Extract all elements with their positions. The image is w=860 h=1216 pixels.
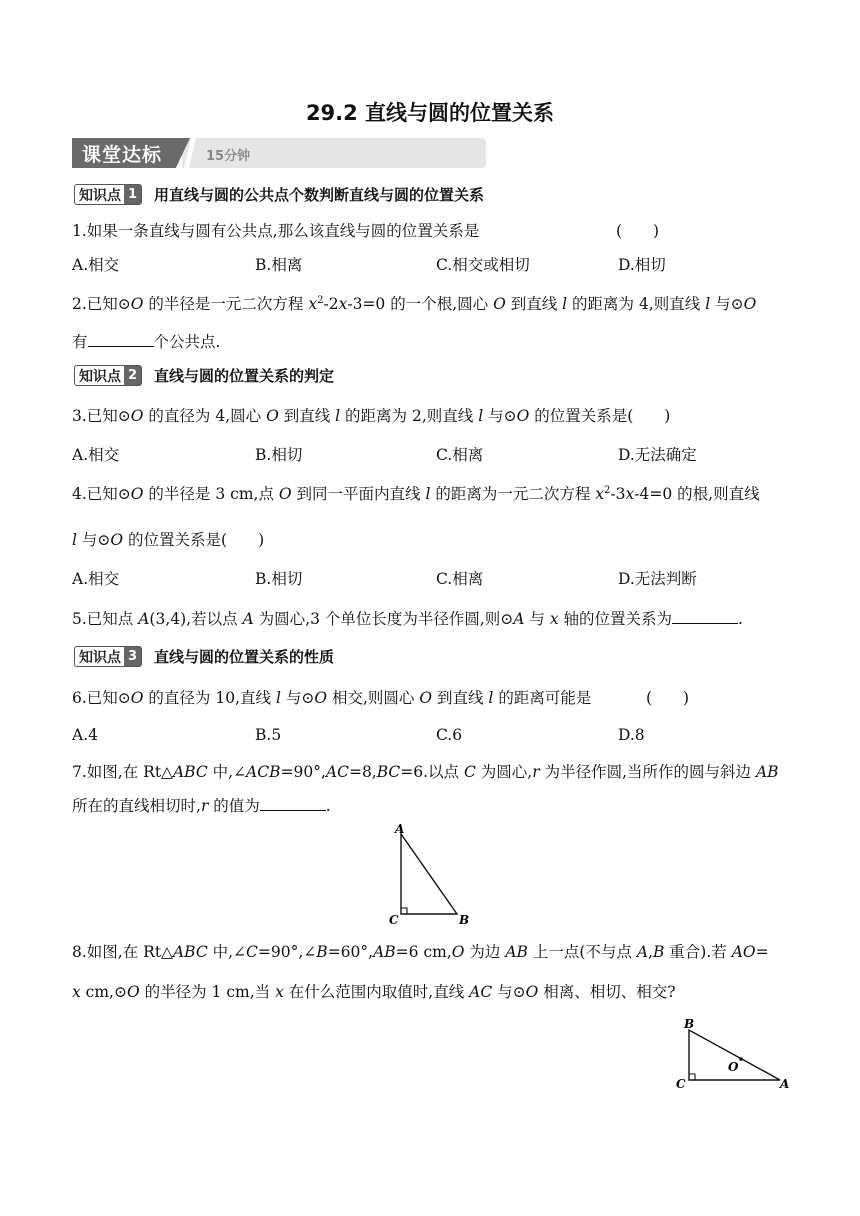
question-text-fragment: l [562,295,568,313]
question-text-fragment: AC [325,763,349,781]
question-4-line-1 [72,482,760,504]
question-text-fragment: O [130,485,144,503]
question-text-fragment: r [532,763,540,781]
question-text-fragment: AB [755,763,779,781]
question-text-fragment: 的距离为 2,则直线 [340,407,479,425]
question-text-fragment: 6.已知⊙ [72,689,131,707]
question-text-fragment: 中,∠ [207,763,247,781]
question-text-fragment: =90°, [280,763,326,781]
question-text-fragment: 所在的直线相切时, [72,797,201,815]
question-text-fragment: x [275,983,284,1001]
question-text-fragment: 3.已知⊙ [72,407,131,425]
question-text-fragment: O [130,689,144,707]
question-text-fragment: -4=0 的根,则直线 [634,485,760,503]
knowledge-point-title: 直线与圆的位置关系的性质 [154,648,335,666]
question-text-fragment: AO [731,943,756,961]
vertex-label-b: B [459,913,470,927]
question-text-fragment: O [525,983,539,1001]
question-text-fragment: l [335,407,341,425]
question-text-fragment: A [513,610,525,628]
q3-options [72,443,792,465]
question-text-fragment: 为圆心, [475,763,533,781]
badge-number: 1 [124,185,141,204]
badge-number: 2 [124,366,141,385]
question-text-fragment: O [743,295,757,313]
q3-option-c[interactable]: C.相离 [436,446,484,464]
right-angle-mark [401,908,407,914]
question-text-fragment: 有 [72,333,88,351]
question-text-fragment: O [451,943,465,961]
question-text-fragment: 与⊙ [492,983,526,1001]
question-text-fragment: cm,⊙ [80,983,127,1001]
banner-time: 15分钟 [206,149,251,164]
question-7-line-2 [72,794,331,816]
vertex-label-c: C [676,1077,686,1091]
question-text-fragment: 个公共点. [153,333,221,351]
question-text-fragment: 8.如图,在 Rt△ [72,943,173,961]
vertex-label-a: A [395,822,405,836]
question-text-fragment: 轴的位置关系为 [558,610,673,628]
q5-answer-blank[interactable] [672,609,738,624]
question-8-line-1 [72,940,769,962]
question-text-fragment: -2 [323,295,339,313]
question-text-fragment: O [126,983,140,1001]
badge-label: 知识点 [79,187,121,204]
vertex-label-a: A [780,1077,790,1091]
question-text-fragment: AC [469,983,493,1001]
question-text-fragment: 与⊙ [76,531,111,549]
question-text-fragment: 的位置关系是( ) [123,531,265,549]
q6-option-a[interactable]: A.4 [72,726,98,744]
question-text-fragment: x [595,485,605,503]
question-text-fragment: AB [373,943,396,961]
question-text-fragment: ACB [246,763,281,781]
knowledge-point-title: 用直线与圆的公共点个数判断直线与圆的位置关系 [154,186,485,204]
question-text-fragment: 的半径为 1 cm,当 [139,983,276,1001]
question-text-fragment: 为边 [464,943,506,961]
question-text-fragment: A [138,610,150,628]
q1-answer-bracket: ( ) [616,222,660,240]
question-text-fragment: =90°,∠ [257,943,317,961]
question-8-line-2 [72,980,676,1002]
question-text-fragment: ABC [172,943,208,961]
question-6-stem [72,686,591,708]
question-text-fragment: 与⊙ [710,295,744,313]
q1-options [72,253,792,275]
question-text-fragment: 到直线 [278,407,336,425]
q7-answer-blank[interactable] [260,796,326,811]
question-text-fragment: O [419,689,433,707]
question-text-fragment: l [488,689,494,707]
question-text-fragment: C [463,763,476,781]
question-4-line-2 [72,528,264,550]
q6-answer-bracket: ( ) [646,689,690,707]
question-text-fragment: (3,4),若以点 [149,610,243,628]
knowledge-point-1 [74,184,484,205]
question-text-fragment: r [200,797,209,815]
question-text-fragment: B [316,943,328,961]
q7-triangle-figure [385,820,475,930]
question-text-fragment: 的距离为一元二次方程 [430,485,596,503]
question-text-fragment: C [246,943,258,961]
question-text-fragment: A [636,943,649,961]
question-text-fragment: l [478,407,484,425]
question-text-fragment: x [625,485,635,503]
q6-option-c[interactable]: C.6 [436,726,463,744]
question-text-fragment: O [516,407,530,425]
question-text-fragment: 到直线 [432,689,489,707]
question-3-stem [72,404,670,426]
point-o [739,1057,743,1061]
question-text-fragment: O [130,295,144,313]
question-text-fragment: 重合).若 [664,943,732,961]
q1-text: 1.如果一条直线与圆有公共点,那么该直线与圆的位置关系是 [72,222,480,240]
question-text-fragment: , [648,943,653,961]
question-text-fragment: l [275,689,281,707]
question-text-fragment: x [549,610,559,628]
question-7-line-1 [72,760,779,782]
question-text-fragment: 中,∠ [207,943,247,961]
q1-option-b[interactable]: B.相离 [255,256,303,274]
badge-label: 知识点 [79,649,121,666]
question-text-fragment: AB [505,943,528,961]
question-text-fragment: 到同一平面内直线 [291,485,426,503]
question-text-fragment: 上一点(不与点 [527,943,637,961]
question-text-fragment: . [325,797,331,815]
question-text-fragment: A [242,610,254,628]
point-label-o: O [728,1060,739,1074]
question-text-fragment: 相离、相切、相交? [538,983,676,1001]
question-text-fragment: BC [376,763,401,781]
question-text-fragment: l [425,485,431,503]
question-text-fragment: l [72,531,77,549]
banner-label: 课堂达标 [82,144,163,166]
knowledge-point-badge [74,646,142,667]
question-text-fragment: x [72,983,81,1001]
q8-triangle-figure [672,1014,802,1094]
knowledge-point-3 [74,646,334,667]
q3-option-a[interactable]: A.相交 [72,446,120,464]
question-text-fragment: -3=0 的一个根,圆心 [347,295,494,313]
question-text-fragment: 2 [317,294,324,306]
knowledge-point-badge [74,184,142,205]
knowledge-point-title: 直线与圆的位置关系的判定 [154,367,335,385]
question-text-fragment: -3 [610,485,626,503]
question-text-fragment: x [308,295,318,313]
section-banner [72,138,486,168]
right-angle-mark [689,1074,695,1080]
question-text-fragment: . [738,610,743,628]
question-text-fragment: 与⊙ [280,689,315,707]
knowledge-point-badge [74,365,142,386]
question-text-fragment: 的值为 [208,797,260,815]
question-text-fragment: 的半径是 3 cm,点 [143,485,279,503]
q4-option-a[interactable]: A.相交 [72,570,120,588]
question-2-line-2 [72,330,220,352]
question-text-fragment: 4.已知⊙ [72,485,131,503]
q1-option-d[interactable]: D.相切 [618,256,666,274]
question-5-stem [72,607,743,629]
badge-number: 3 [124,647,141,666]
question-text-fragment: x [338,295,348,313]
question-text-fragment: O [278,485,292,503]
question-text-fragment: O [314,689,328,707]
page-title: 29.2 直线与圆的位置关系 [305,101,555,125]
question-text-fragment: 相交,则圆心 [327,689,420,707]
question-text-fragment: O [110,531,124,549]
q6-option-d[interactable]: D.8 [618,726,645,744]
q6-option-b[interactable]: B.5 [255,726,282,744]
q4-option-b[interactable]: B.相切 [255,570,303,588]
question-text-fragment: l [705,295,711,313]
question-text-fragment: =6.以点 [400,763,464,781]
question-text-fragment: 的距离为 4,则直线 [567,295,706,313]
q4-option-c[interactable]: C.相离 [436,570,484,588]
question-text-fragment: 的距离可能是 [493,689,592,707]
question-text-fragment: O [130,407,144,425]
q2-answer-blank[interactable] [88,332,154,347]
question-text-fragment: =8, [348,763,377,781]
question-text-fragment: 为圆心,3 个单位长度为半径作圆,则⊙ [253,610,514,628]
question-text-fragment: O [493,295,506,313]
question-1-stem [72,219,479,241]
question-text-fragment: 2 [604,484,611,496]
question-text-fragment: 与⊙ [483,407,517,425]
q3-option-b[interactable]: B.相切 [255,446,303,464]
question-text-fragment: =6 cm, [395,943,452,961]
knowledge-point-2 [74,365,334,386]
question-text-fragment: 2.已知⊙ [72,295,131,313]
q4-option-d[interactable]: D.无法判断 [618,570,697,588]
q6-options [72,726,792,748]
question-2-line-1 [72,292,756,314]
question-text-fragment: 的位置关系是( ) [529,407,671,425]
question-text-fragment: 5.已知点 [72,610,139,628]
q1-option-a[interactable]: A.相交 [72,256,120,274]
vertex-label-b: B [684,1017,695,1031]
question-text-fragment: 7.如图,在 Rt△ [72,763,173,781]
question-text-fragment: 与 [524,610,550,628]
question-text-fragment: 的半径是一元二次方程 [143,295,309,313]
badge-label: 知识点 [79,368,121,385]
question-text-fragment: 的直径为 10,直线 [143,689,276,707]
question-text-fragment: 到直线 [505,295,563,313]
question-text-fragment: 为半径作圆,当所作的圆与斜边 [539,763,756,781]
question-text-fragment: 的直径为 4,圆心 [143,407,267,425]
question-text-fragment: O [266,407,279,425]
question-text-fragment: B [652,943,665,961]
q4-options [72,567,792,589]
question-text-fragment: ABC [172,763,208,781]
question-text-fragment: 在什么范围内取值时,直线 [283,983,470,1001]
q3-option-d[interactable]: D.无法确定 [618,446,697,464]
q1-option-c[interactable]: C.相交或相切 [436,256,530,274]
question-text-fragment: =60°, [327,943,374,961]
vertex-label-c: C [389,913,399,927]
question-text-fragment: = [755,943,769,961]
triangle-abc [401,834,457,914]
